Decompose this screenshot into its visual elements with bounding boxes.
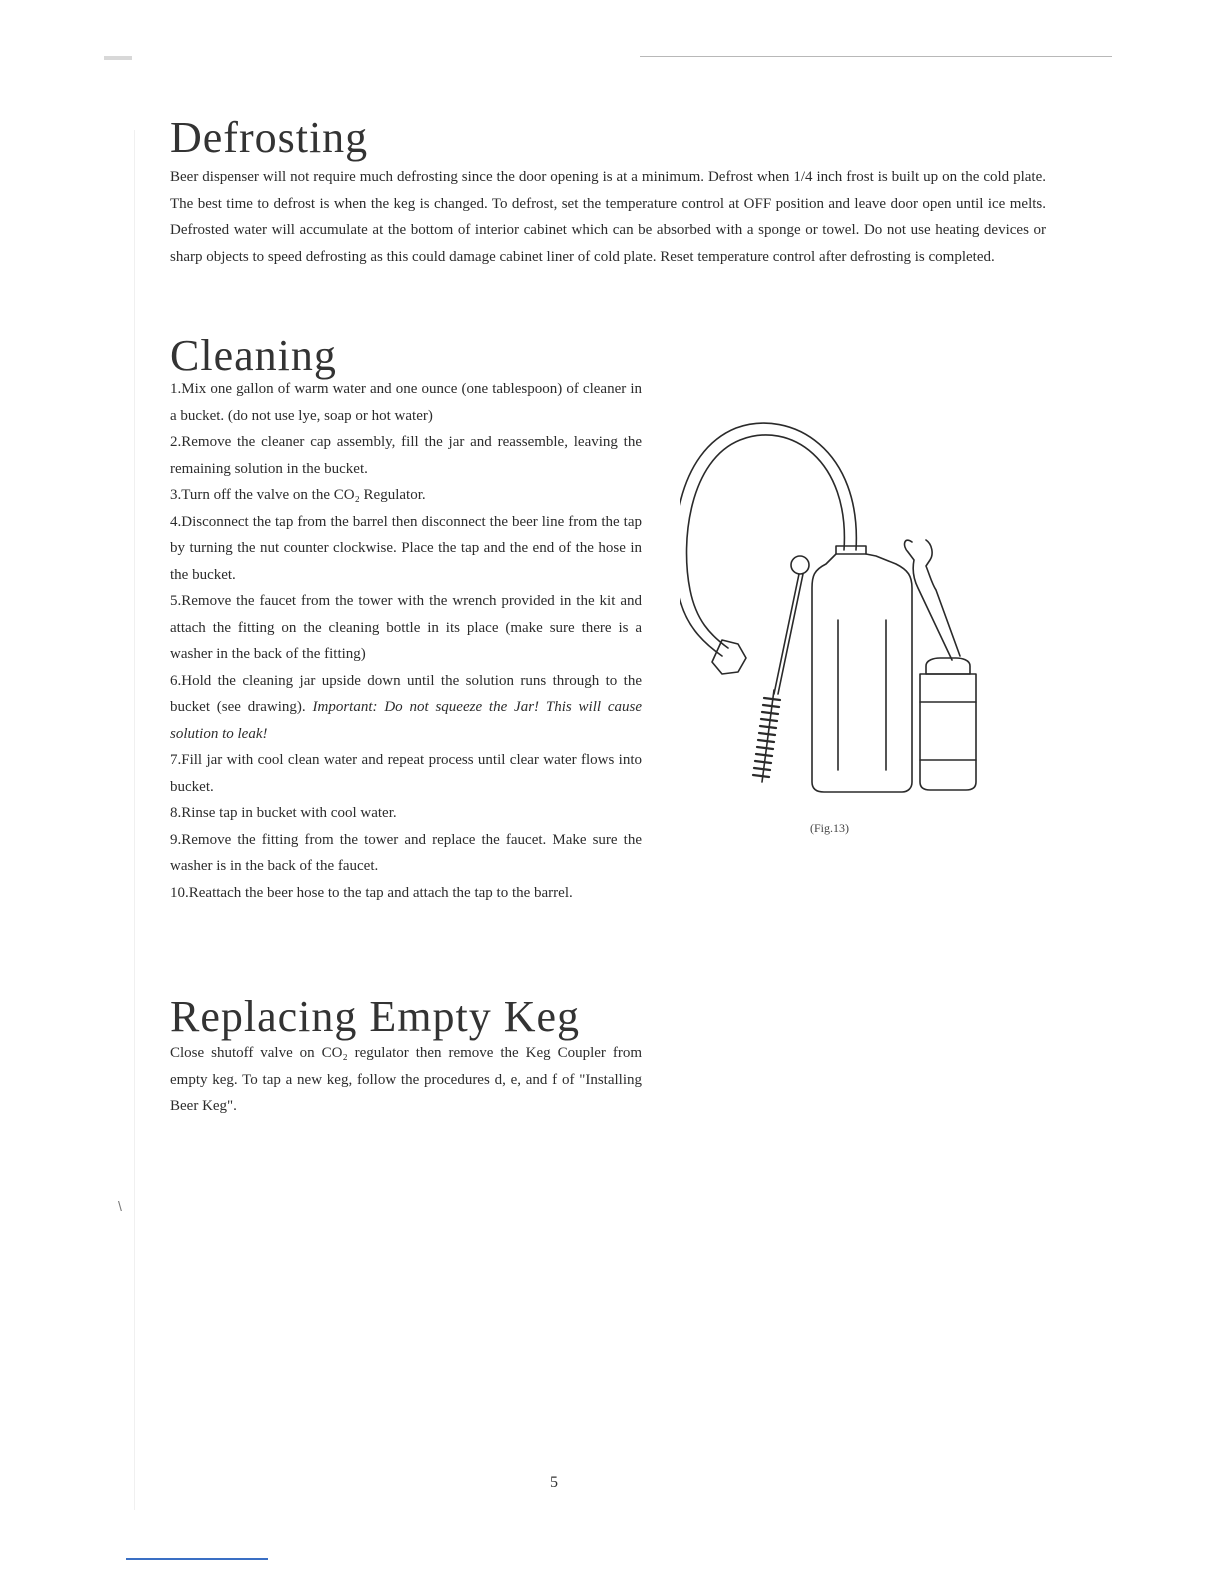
cleaning-step-2: 2.Remove the cleaner cap assembly, fill the jar and reassemble, leaving the remaining solution in the bucket. (170, 434, 642, 477)
brush-handle-2 (778, 574, 803, 694)
cleaning-step-6: 6.Hold the cleaning jar upside down until the solution runs through to the bucket (see drawing). (170, 672, 642, 715)
replacing-keg-paragraph: Close shutoff valve on CO₂ regulator then remove the Keg Coupler from empty keg. To tap a new keg, follow the procedures d, e, and f of "Installing Beer Keg". (170, 1045, 642, 1114)
replacing-keg-heading: Replacing Empty Keg (170, 992, 581, 1041)
hose-nut (712, 640, 746, 674)
defrosting-heading: Defrosting (170, 113, 369, 162)
brush-bristles (753, 698, 780, 777)
cleaning-step-6-wrapper (170, 668, 642, 748)
cleaning-step-7: 7.Fill jar with cool clean water and repeat process until clear water flows into bucket. (170, 752, 642, 795)
cleaning-step-1: 1.Mix one gallon of warm water and one ounce (one tablespoon) of cleaner in a bucket. (do not use lye, soap or hot water) (170, 381, 642, 424)
defrosting-paragraph: Beer dispenser will not require much defrosting since the door opening is at a minimum. Defrost when 1/4 inch frost is built up on the cold plate. The best time to defrost is when the keg is changed. To defrost, set the temperature control at OFF position and leave door open until ice melts. Defrosted water will accumulate at the bottom of interior cabinet which can be absorbed with a sponge or towel. Do not use heating devices or sharp objects to speed defrosting as this could damage cabinet liner of cold plate. Reset temperature control after defrosting is completed. (170, 169, 1046, 265)
brush-handle-loop (791, 556, 809, 574)
cleaning-steps (170, 376, 642, 906)
hose-outer (687, 435, 845, 648)
cleaning-step-3: 3.Turn off the valve on the CO₂ Regulator. (170, 487, 426, 503)
cleaning-step-9: 9.Remove the fitting from the tower and replace the faucet. Make sure the washer is in the back of the faucet. (170, 831, 642, 874)
small-jar-cap (926, 658, 970, 674)
bottom-rule (126, 1558, 268, 1560)
hose-inner (680, 423, 856, 656)
cleaning-step-5: 5.Remove the faucet from the tower with the wrench provided in the kit and attach the fitting on the cleaning bottle in its place (make sure there is a washer in the back of the fitting) (170, 593, 642, 662)
bottle-shoulder (812, 554, 912, 792)
brush-handle (774, 574, 799, 694)
scan-speck: \ (118, 1198, 122, 1214)
cleaning-step-10: 10.Reattach the beer hose to the tap and attach the tap to the barrel. (170, 884, 573, 901)
cleaning-heading: Cleaning (170, 331, 337, 380)
cleaning-jar-illustration (680, 420, 1000, 800)
scan-mark (104, 56, 132, 60)
cleaning-step-4: 4.Disconnect the tap from the barrel then disconnect the beer line from the tap by turning the nut counter clockwise. Place the tap and the end of the hose in the bucket. (170, 513, 642, 583)
wrench (905, 540, 960, 660)
important-note: Important: Do not squeeze the Jar! This will cause solution to leak! (170, 699, 643, 742)
brush-core (762, 690, 774, 782)
small-jar-body (920, 674, 976, 790)
page-number: 5 (550, 1474, 558, 1491)
top-rule (640, 56, 1112, 57)
figure-caption: (Fig.13) (810, 821, 849, 835)
cleaning-step-8: 8.Rinse tap in bucket with cool water. (170, 805, 397, 821)
bottle-cap (836, 546, 866, 554)
scan-edge (134, 130, 135, 1510)
